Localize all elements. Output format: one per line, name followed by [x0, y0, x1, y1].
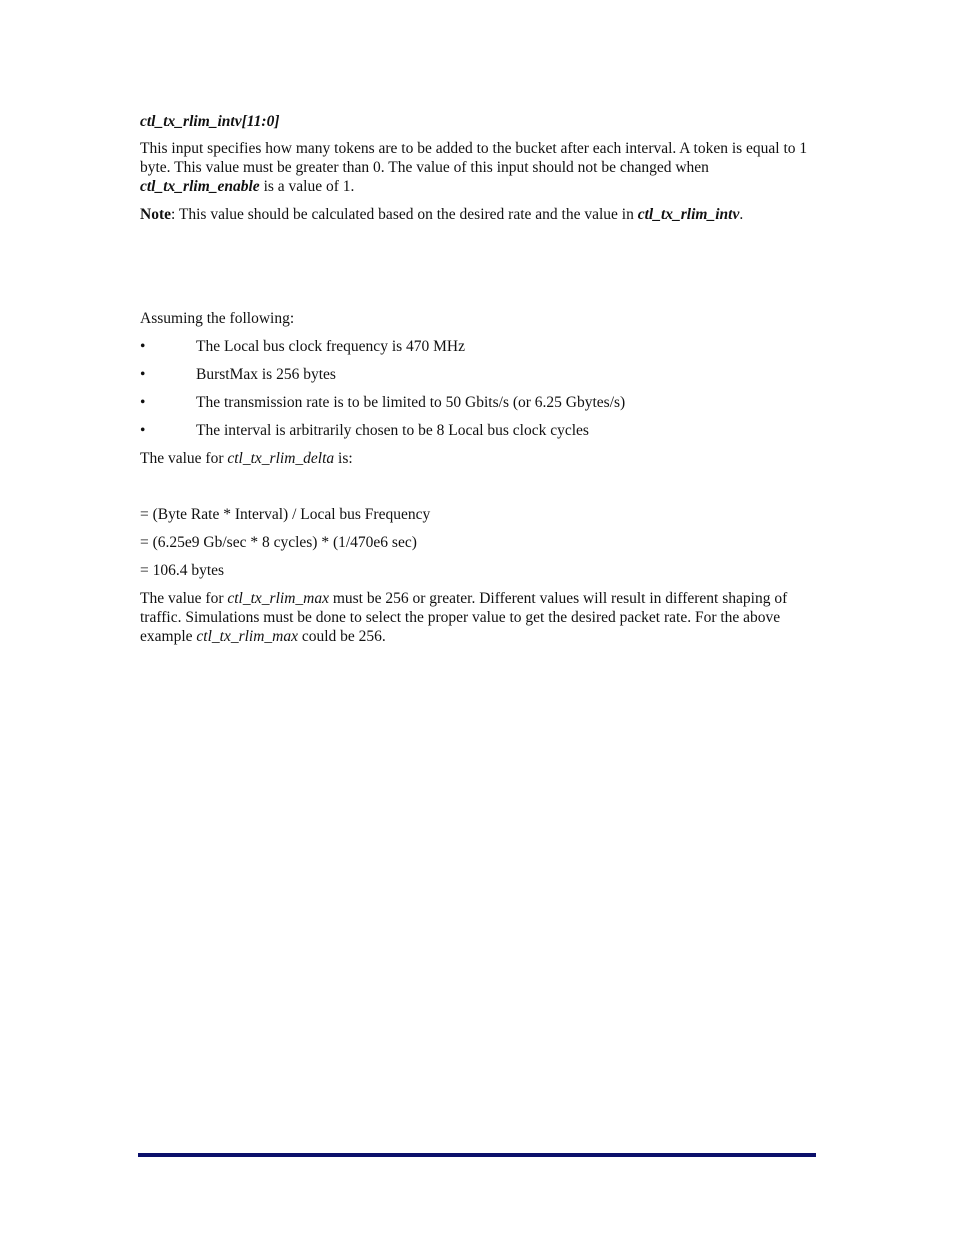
document-body	[140, 112, 816, 655]
description-text-2: is a value of 1.	[259, 178, 355, 195]
delta-intro-end: is:	[334, 450, 353, 467]
delta-intro	[140, 449, 816, 468]
max-text-2: must be 256 or greater. Different values will result in different shaping of traffic. Simulations must be done to select the proper value to get the desired packet rate. For the above example	[140, 590, 788, 645]
note-end: .	[739, 206, 744, 223]
delta-signal-name: ctl_tx_rlim_delta	[227, 450, 335, 467]
bullet-icon: •	[140, 338, 146, 355]
max-text-3: could be 256.	[297, 628, 386, 645]
equation-line: = (6.25e9 Gb/sec * 8 cycles) * (1/470e6 sec)	[140, 534, 417, 551]
list-item-text: The interval is arbitrarily chosen to be 8 Local bus clock cycles	[196, 422, 589, 439]
list-item	[140, 421, 816, 440]
description-text-1: This input specifies how many tokens are to be added to the bucket after each interval. A token is equal to 1 byte. This value must be greater than 0. The value of this input should not be changed when	[140, 140, 808, 176]
bullet-icon: •	[140, 394, 146, 411]
max-paragraph	[140, 589, 816, 646]
description-signal-name: ctl_tx_rlim_enable	[140, 178, 260, 195]
equation-line: = (Byte Rate * Interval) / Local bus Frequency	[140, 506, 431, 523]
note-text: : This value should be calculated based on the desired rate and the value in	[171, 206, 638, 223]
example-intro: Assuming the following:	[140, 310, 295, 327]
signal-description	[140, 139, 816, 196]
footer-divider	[138, 1153, 816, 1157]
max-text-1: The value for	[140, 590, 228, 607]
list-item-text: The Local bus clock frequency is 470 MHz	[196, 338, 466, 355]
list-item	[140, 337, 816, 356]
list-item	[140, 393, 816, 412]
list-item	[140, 365, 816, 384]
spacer	[140, 477, 816, 505]
list-item-text: The transmission rate is to be limited to 50 Gbits/s (or 6.25 Gbytes/s)	[196, 394, 626, 411]
max-signal-name: ctl_tx_rlim_max	[227, 590, 329, 607]
spacer	[140, 233, 816, 309]
max-signal-name-2: ctl_tx_rlim_max	[196, 628, 298, 645]
signal-heading: ctl_tx_rlim_intv[11:0]	[140, 113, 280, 130]
equation-line: = 106.4 bytes	[140, 562, 225, 579]
list-item-text: BurstMax is 256 bytes	[196, 366, 336, 383]
bullet-icon: •	[140, 366, 146, 383]
note-signal-name: ctl_tx_rlim_intv	[637, 206, 740, 223]
note-label: Note	[140, 206, 171, 223]
bullet-icon: •	[140, 422, 146, 439]
note-paragraph	[140, 205, 816, 224]
delta-intro-text: The value for	[140, 450, 228, 467]
